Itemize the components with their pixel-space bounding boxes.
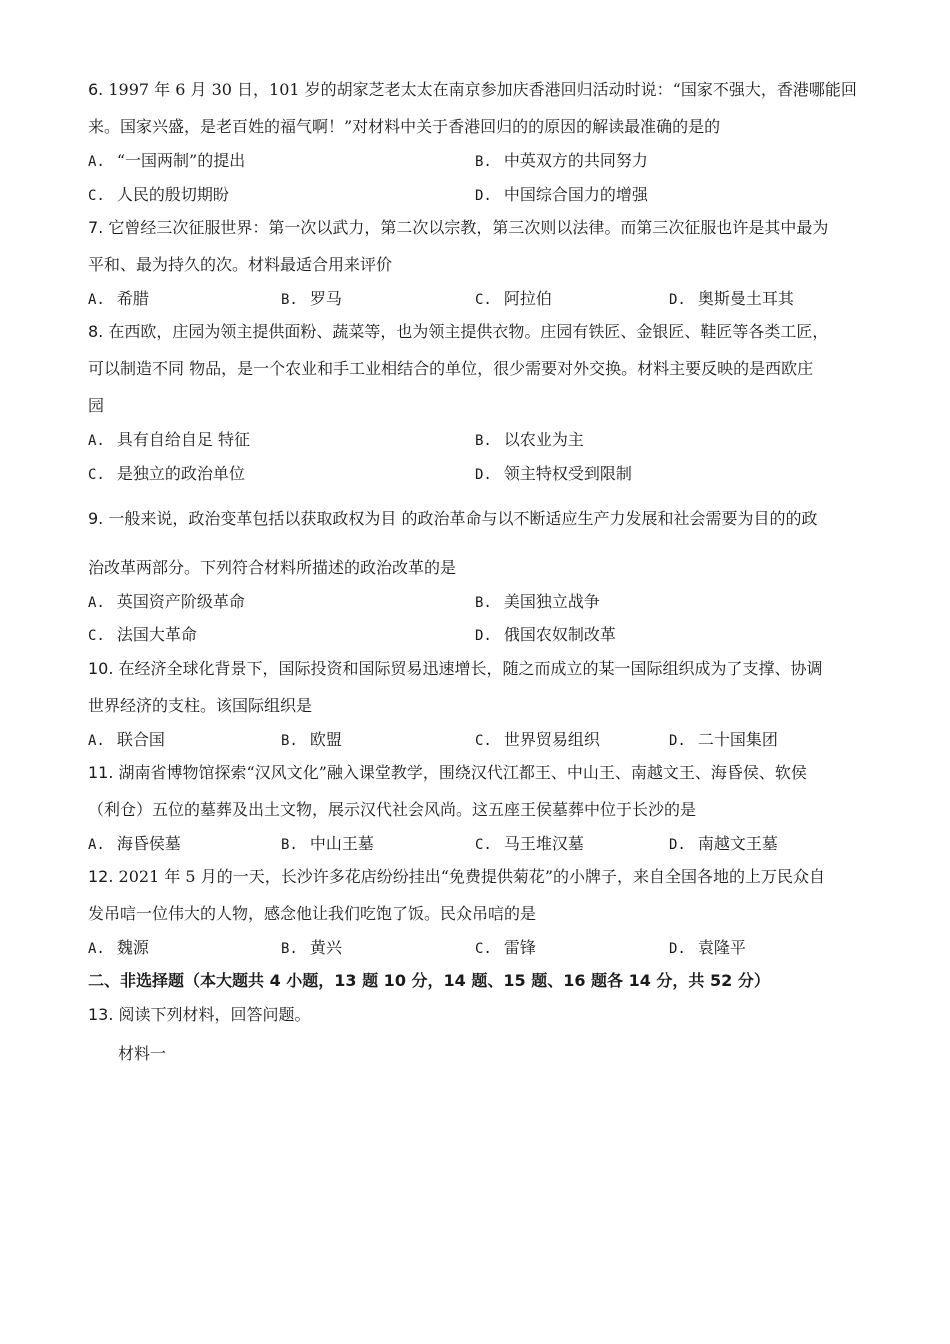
q10-number: 10. [88, 659, 114, 678]
q7-line-2: 平和、最为持久的次。材料最适合用来评价 [88, 255, 393, 274]
q7-line-1: 7. 它曾经三次征服世界：第一次以武力，第二次以宗教，第三次则以法律。而第三次征服也许是其中最为 [88, 218, 829, 237]
q9-option-b[interactable]: B. 美国独立战争 [475, 592, 600, 611]
q12-option-b[interactable]: B. 黄兴 [281, 938, 342, 957]
q11-line-2: （利仓）五位的墓葬及出土文物，展示汉代社会风尚。这五座王侯墓葬中位于长沙的是 [88, 800, 697, 819]
q10-option-b[interactable]: B. 欧盟 [281, 730, 342, 749]
q11-option-d[interactable]: D. 南越文王墓 [669, 834, 778, 853]
q6-number: 6. [88, 80, 104, 99]
q6-option-d[interactable]: D. 中国综合国力的增强 [475, 185, 648, 204]
q9-option-a[interactable]: A. 英国资产阶级革命 [88, 592, 245, 611]
q11-option-c[interactable]: C. 马王堆汉墓 [475, 834, 584, 853]
q11-number: 11. [88, 763, 114, 782]
section-heading: 二、非选择题（本大题共 4 小题，13 题 10 分，14 题、15 题、16 题各 14 分，共 52 分） [88, 971, 770, 990]
q7-option-d[interactable]: D. 奥斯曼土耳其 [669, 289, 794, 308]
q10-option-d[interactable]: D. 二十国集团 [669, 730, 778, 749]
q8-option-c[interactable]: C. 是独立的政治单位 [88, 464, 245, 483]
q10-line-2: 世界经济的支柱。该国际组织是 [88, 696, 313, 715]
q9-line-2: 治改革两部分。下列符合材料所描述的政治改革的是 [88, 558, 457, 577]
q8-line-1: 8. 在西欧，庄园为领主提供面粉、蔬菜等，也为领主提供衣物。庄园有铁匠、金银匠、鞋匠等各类工匠， [88, 322, 829, 341]
q13-line-1: 13. 阅读下列材料，回答问题。 [88, 1005, 311, 1024]
q6-option-b[interactable]: B. 中英双方的共同努力 [475, 151, 648, 170]
q12-option-d[interactable]: D. 袁隆平 [669, 938, 746, 957]
q13-number: 13. [88, 1005, 114, 1024]
q6-line-1: 6. 1997 年 6 月 30 日，101 岁的胡家芝老太太在南京参加庆香港回归活动时说：“国家不强大，香港哪能回 [88, 80, 857, 99]
material-label: 材料一 [118, 1044, 167, 1063]
q7-option-b[interactable]: B. 罗马 [281, 289, 342, 308]
q6-option-a[interactable]: A. “一国两制”的提出 [88, 151, 246, 170]
q7-number: 7. [88, 218, 104, 237]
q6-line-2: 来。国家兴盛，是老百姓的福气啊！”对材料中关于香港回归的的原因的解读最准确的是的 [88, 117, 721, 136]
q9-option-c[interactable]: C. 法国大革命 [88, 625, 197, 644]
q8-option-a[interactable]: A. 具有自给自足 特征 [88, 430, 250, 449]
q9-option-d[interactable]: D. 俄国农奴制改革 [475, 625, 616, 644]
q11-line-1: 11. 湖南省博物馆探索“汉风文化”融入课堂教学，围绕汉代江都王、中山王、南越文王、海昏侯、软侯 [88, 763, 807, 782]
q12-number: 12. [88, 867, 114, 886]
q10-line-1: 10. 在经济全球化背景下，国际投资和国际贸易迅速增长，随之而成立的某一国际组织成为了支撑、协调 [88, 659, 823, 678]
q7-option-a[interactable]: A. 希腊 [88, 289, 149, 308]
q11-option-b[interactable]: B. 中山王墓 [281, 834, 374, 853]
q9-line-1: 9. 一般来说，政治变革包括以获取政权为目 的政治革命与以不断适应生产力发展和社会需要为目的的政 [88, 509, 818, 528]
q10-option-c[interactable]: C. 世界贸易组织 [475, 730, 600, 749]
q12-line-1: 12. 2021 年 5 月的一天，长沙许多花店纷纷挂出“免费提供菊花”的小牌子，来自全国各地的上万民众自 [88, 867, 826, 886]
q9-number: 9. [88, 509, 104, 528]
q12-option-c[interactable]: C. 雷锋 [475, 938, 536, 957]
q8-number: 8. [88, 322, 104, 341]
q7-option-c[interactable]: C. 阿拉伯 [475, 289, 552, 308]
q8-line-2: 可以制造不同 物品，是一个农业和手工业相结合的单位，很少需要对外交换。材料主要反映的是西欧庄 [88, 359, 814, 378]
q12-option-a[interactable]: A. 魏源 [88, 938, 149, 957]
q11-option-a[interactable]: A. 海昏侯墓 [88, 834, 181, 853]
q10-option-a[interactable]: A. 联合国 [88, 730, 165, 749]
q12-line-2: 发吊唁一位伟大的人物，感念他让我们吃饱了饭。民众吊唁的是 [88, 904, 537, 923]
q8-line-3: 园 [88, 396, 105, 415]
q8-option-d[interactable]: D. 领主特权受到限制 [475, 464, 632, 483]
q6-option-c[interactable]: C. 人民的殷切期盼 [88, 185, 229, 204]
q8-option-b[interactable]: B. 以农业为主 [475, 430, 584, 449]
